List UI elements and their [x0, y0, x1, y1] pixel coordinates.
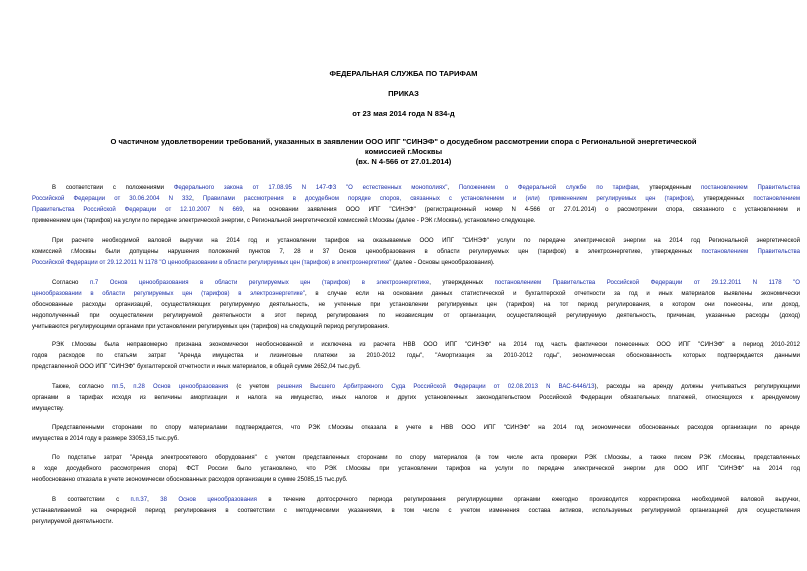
paragraph-2 [32, 236, 800, 269]
text-run: , утвержденным [637, 185, 702, 191]
document-link[interactable]: постановлением [753, 195, 800, 202]
text-run: необоснованно отказала в учете экономически обоснованных расходов организации в сумме 25085,15 тыс.руб. [32, 476, 348, 483]
agency-name: ФЕДЕРАЛЬНАЯ СЛУЖБА ПО ТАРИФАМ [329, 69, 478, 78]
text-run: учитываются регулирующими органами при установлении регулируемых цен (тарифов) на следующий период регулирования. [32, 323, 390, 330]
paragraph-line [32, 517, 800, 528]
text-run: (с учетом [228, 384, 278, 390]
paragraph-line [32, 351, 800, 362]
paragraph-line [32, 278, 800, 289]
document-link[interactable]: постановлением Правительства Российской Федерации от 29.12.2011 N 1178 "О [494, 280, 800, 286]
document-link[interactable]: Федерального закона от 17.08.95 N 147-ФЗ "О естественных монополиях" [173, 185, 448, 191]
text-run: В соответствии с [52, 497, 131, 503]
document-link[interactable]: постановлением Правительства [701, 185, 800, 191]
paragraph-line [32, 322, 800, 333]
paragraph-line [32, 236, 800, 247]
document-link[interactable]: п.7 Основ ценообразования в области регулируемых цен (тарифов) в электроэнергетике [89, 280, 430, 286]
text-run: Также, согласно [52, 384, 112, 390]
paragraph-line [32, 247, 800, 258]
paragraph-line [32, 475, 800, 486]
paragraph-5 [32, 382, 800, 415]
text-run: (далее - Основы ценообразования). [391, 259, 495, 266]
paragraph-line [32, 258, 800, 269]
paragraph-line [32, 434, 800, 445]
document-title-line-1: О частичном удовлетворении требований, указанных в заявлении ООО ИПГ "СИНЭФ" о досудебном рассмотрении спора с Региональной энергетической [110, 137, 697, 146]
text-run: , [147, 497, 161, 503]
text-run: , [123, 384, 134, 390]
text-run: При расчете необходимой валовой выручки на 2014 год и установлении тарифов на оказываемые ООО ИПГ "СИНЭФ" услуги по передаче электрической энергии на 2014 год Региональной энергетической [52, 238, 800, 244]
paragraph-4 [32, 340, 800, 373]
paragraph-line [32, 393, 800, 404]
text-run: Представленными сторонами по спору материалами подтверждается, что РЭК г.Москвы отказала в учете в НВВ ООО ИПГ "СИНЭФ" на 2014 год экономически обоснованных расходов организации по аренде [52, 425, 800, 431]
text-run: , на основании заявления ООО ИПГ "СИНЭФ" (регистрационный номер N 4-566 от 27.01.2014) о рассмотрении спора, связанного с установлением и [242, 206, 800, 213]
text-run: , утвержденных [692, 195, 754, 202]
document-link[interactable]: Российской Федерации от 30.06.2004 N 332 [32, 195, 193, 202]
paragraph-line [32, 362, 800, 373]
document-link[interactable]: Российской Федерации от 29.12.2011 N 1178 "О ценообразовании в области регулируемых цен (тарифов) в электроэнергетике" [32, 259, 392, 266]
text-run: , в случае если на основании данных статистической и бухгалтерской отчетности за год и иных материалов выявлены экономически [305, 290, 800, 297]
text-run: В соответствии с положениями [52, 185, 174, 191]
document-link[interactable]: 38 Основ ценообразования [160, 497, 257, 503]
text-run: органами в тарифах исходя из величины амортизации и налога на имущество, иных налогов и других установленных законодательством Российской Федерации обязательных платежей, относящихся к арендуемому [32, 394, 800, 401]
document-link[interactable]: Правительства Российской Федерации от 12.10.2007 N 669 [32, 206, 243, 213]
paragraph-line [32, 506, 800, 517]
text-run: , [447, 185, 459, 191]
paragraph-line [32, 311, 800, 322]
text-run: имуществу. [32, 405, 64, 412]
document-link[interactable]: п.п.37 [130, 497, 148, 503]
document-date-number: от 23 мая 2014 года N 834-д [352, 109, 455, 118]
text-run: регулируемой деятельности. [32, 518, 114, 525]
text-run: Согласно [52, 280, 90, 286]
text-run: представленной ООО ИПГ "СИНЭФ" бухгалтерской отчетности и иных материалов, в общей сумме 2652,04 тыс.руб. [32, 363, 361, 370]
paragraph-line [32, 423, 800, 434]
text-run: ), расходы на аренду должны учитываться регулирующими [594, 384, 800, 390]
paragraph-line [32, 183, 800, 194]
document-link[interactable]: Положением о Федеральной службе по тарифам [458, 185, 638, 191]
paragraph-line [32, 382, 800, 393]
document-link[interactable]: п.28 Основ ценообразования [133, 384, 229, 390]
text-run: годов расходов по статьям затрат "Аренда имущества и лизинговые платежи за 2010-2012 годы", "Амортизация за 2010-2012 годы", экономическая обоснованность которых подтверждается данными [32, 352, 800, 359]
paragraph-line [32, 300, 800, 311]
document-title-line-2: комиссией г.Москвы [364, 147, 443, 156]
text-run: обоснованные расходы организаций, осуществляющих регулируемую деятельность, не учтенные при установлении регулируемых цен (тарифов) на тот период регулирования, в котором они понесены, или доход, [32, 301, 800, 308]
text-run: в ходе досудебного рассмотрения спора) ФСТ России было установлено, что РЭК г.Москвы при установлении тарифов на услуги по передаче электрической энергии для ООО ИПГ "СИНЭФ" на 2014 год [32, 465, 800, 472]
document-link[interactable]: решения Высшего Арбитражного Суда Российской Федерации от 02.08.2013 N ВАС-6446/13 [277, 384, 595, 390]
document-link[interactable]: ценообразовании в области регулируемых цен (тарифов) в электроэнергетике" [32, 290, 305, 297]
document-link[interactable]: постановлением Правительства [701, 248, 800, 255]
paragraph-line [32, 216, 800, 227]
paragraph-line [32, 453, 800, 464]
text-run: недополученный при осуществлении регулируемой деятельности в этот период регулирования по независящим от организации, осуществляющей регулируемую деятельность, причинам, указанные расходы (доход) [32, 312, 800, 319]
document-title-line-3: (вх. N 4-566 от 27.01.2014) [355, 157, 452, 166]
document-link[interactable]: пп.5 [111, 384, 124, 390]
text-run: применением цен (тарифов) на услуги по передаче электрической энергии, с Региональной энергетической комиссией г.Москвы (далее - РЭК г.Москвы), установлено следующее. [32, 217, 536, 224]
paragraph-line [32, 464, 800, 475]
paragraph-1 [32, 183, 800, 227]
paragraph-line [32, 404, 800, 415]
paragraph-7 [32, 453, 800, 486]
paragraph-6 [32, 423, 800, 445]
text-run: комиссией г.Москвы были допущены нарушения положений пунктов 7, 28 и 37 Основ ценообразования в области регулируемых цен (тарифов) в электроэнергетике, утвержденных [32, 248, 702, 255]
paragraph-3 [32, 278, 800, 332]
text-run: , [192, 195, 203, 202]
paragraph-line [32, 289, 800, 300]
paragraph-8 [32, 495, 800, 528]
text-run: РЭК г.Москвы была неправомерно признана экономически необоснованной и исключена из расчета НВВ ООО ИПГ "СИНЭФ" на 2014 год часть фактически понесенных ООО ИПГ "СИНЭФ" в период 2010-2012 [52, 342, 800, 348]
paragraph-line [32, 205, 800, 216]
paragraph-line [32, 194, 800, 205]
text-run: По подстатье затрат "Аренда электросетевого оборудования" с учетом представленных сторонами по спору материалов (в том числе акта проверки РЭК г.Москвы, а также писем РЭК г.Москвы, представленных [52, 455, 800, 461]
document-link[interactable]: Правилами рассмотрения в досудебном порядке споров, связанных с установлением и (или) применением регулируемых цен (тарифов) [202, 195, 693, 202]
paragraph-line [32, 495, 800, 506]
text-run: устанавливаемой на очередной период регулирования в соответствии с методическими указаниями, в том числе с учетом изменения состава активов, используемых регулируемой организацией для осуществления [32, 507, 800, 514]
text-run: в течение долгосрочного периода регулирования регулирующими органами ежегодно производится корректировка необходимой валовой выручки, [256, 497, 800, 503]
text-run: , утвержденных [429, 280, 495, 286]
document-type: ПРИКАЗ [388, 89, 419, 98]
paragraph-line [32, 340, 800, 351]
text-run: имущества в 2014 году в размере 33053,15 тыс.руб. [32, 435, 179, 442]
